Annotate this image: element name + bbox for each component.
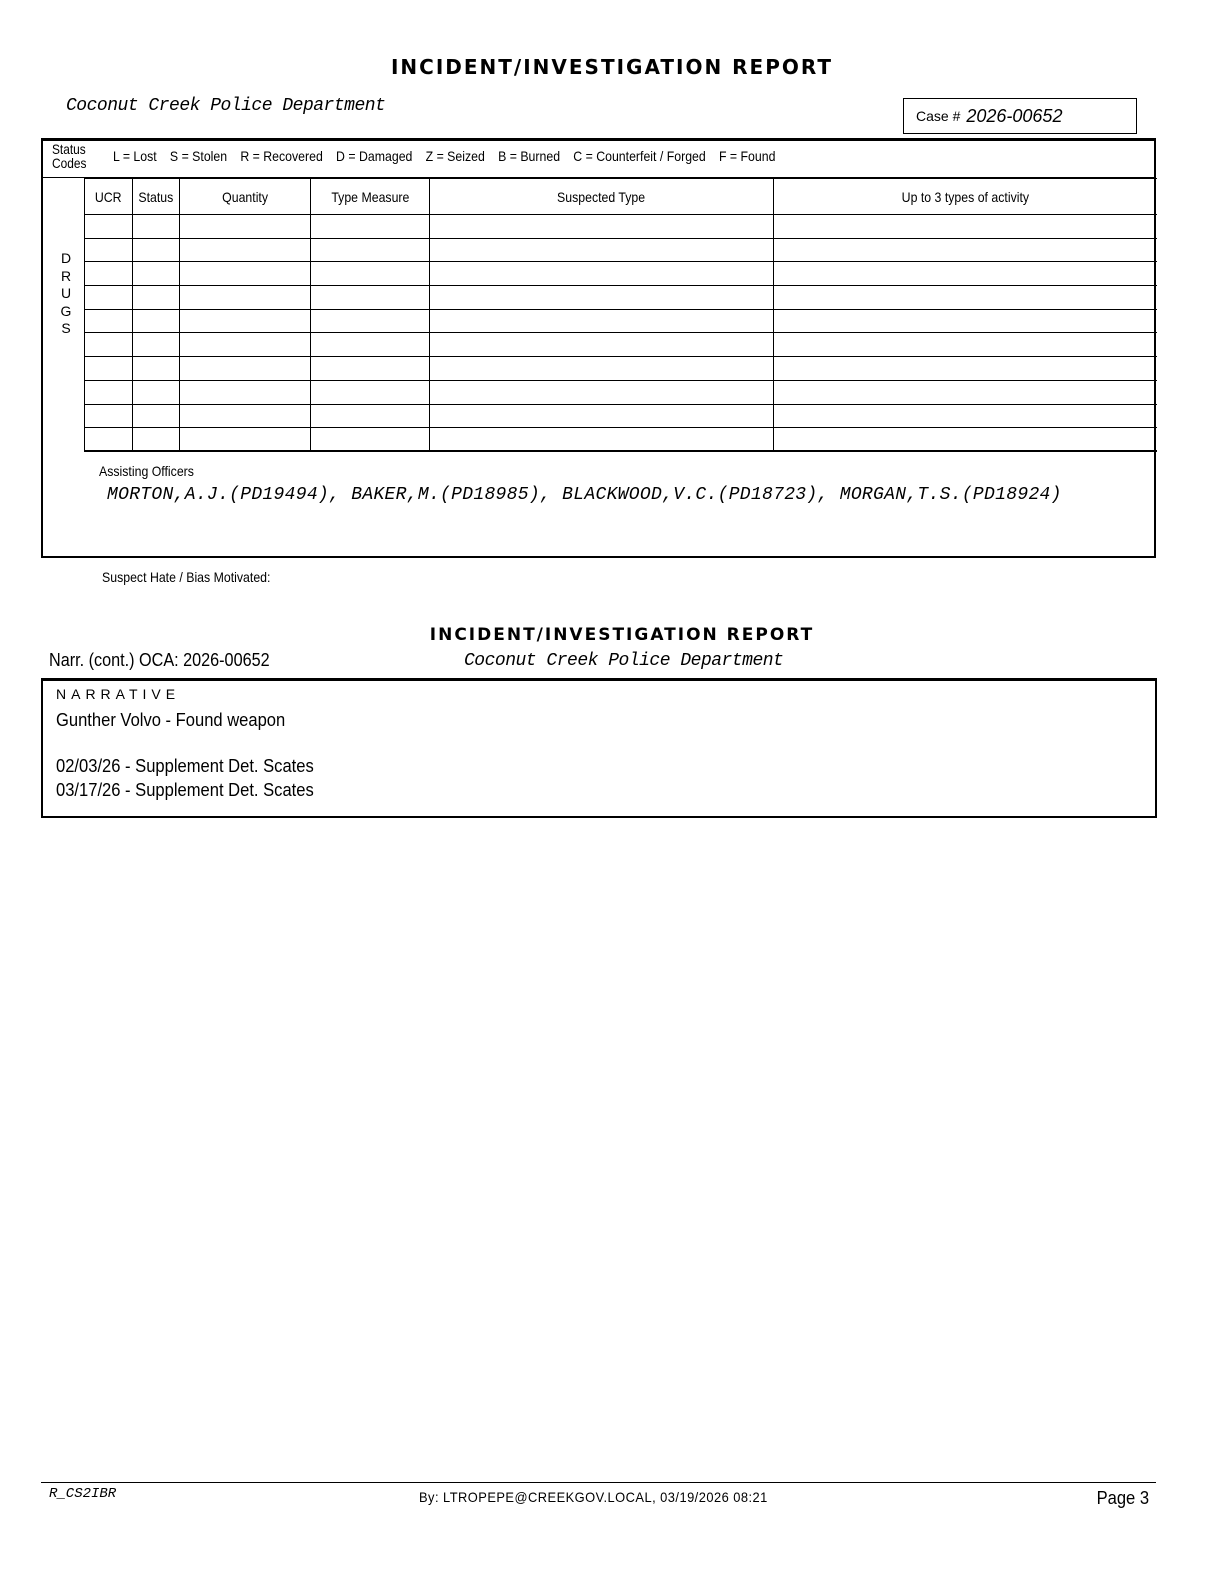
drugs-table-cell	[133, 404, 180, 428]
drugs-letter: U	[60, 285, 72, 301]
drugs-table-cell	[180, 357, 311, 381]
status-code: Z = Seized	[425, 148, 485, 164]
drugs-letter: D	[60, 250, 72, 266]
drugs-table-header	[85, 179, 1157, 215]
col-header-quantity: Quantity	[180, 179, 311, 215]
drugs-table-cell	[430, 238, 774, 262]
drugs-table-cell	[774, 404, 1157, 428]
drugs-table-cell	[774, 428, 1157, 452]
drugs-table-cell	[430, 262, 774, 286]
drugs-table-cell	[311, 215, 430, 239]
case-number: 2026-00652	[966, 105, 1063, 126]
status-code: S = Stolen	[169, 148, 228, 164]
drugs-table-cell	[180, 333, 311, 357]
drugs-table-cell	[133, 309, 180, 333]
drugs-table-row	[85, 215, 1157, 239]
drugs-table-row	[85, 357, 1157, 381]
drugs-table-cell	[180, 380, 311, 404]
case-label: Case #	[916, 108, 961, 124]
narrative-report-title: INCIDENT/INVESTIGATION REPORT	[429, 625, 815, 645]
drugs-table-cell	[180, 262, 311, 286]
drugs-side-label	[58, 250, 74, 338]
drugs-table-cell	[311, 262, 430, 286]
drugs-table-row	[85, 238, 1157, 262]
drugs-table-cell	[430, 404, 774, 428]
drugs-table-cell	[133, 215, 180, 239]
drugs-table-cell	[311, 380, 430, 404]
drugs-table-cell	[133, 286, 180, 310]
status-codes-heading-line2: Codes	[52, 155, 87, 171]
drugs-letter: S	[61, 320, 71, 336]
status-code: F = Found	[718, 148, 776, 164]
col-header-suspected-type: Suspected Type	[430, 179, 774, 215]
drugs-table-cell	[774, 215, 1157, 239]
narrative-line: 02/03/26 - Supplement Det. Scates	[56, 756, 314, 776]
drugs-table-cell	[311, 404, 430, 428]
drugs-table-cell	[774, 333, 1157, 357]
drugs-table	[84, 178, 1157, 452]
drugs-table-cell	[85, 286, 133, 310]
drugs-table-cell	[311, 286, 430, 310]
col-header-type-measure: Type Measure	[311, 179, 430, 215]
drugs-table-cell	[430, 286, 774, 310]
drugs-table-cell	[133, 262, 180, 286]
drugs-table-cell	[774, 380, 1157, 404]
drugs-table-cell	[133, 380, 180, 404]
footer-printed-by: By: LTROPEPE@CREEKGOV.LOCAL, 03/19/2026 08:21	[419, 1489, 768, 1505]
case-number-box	[903, 98, 1137, 134]
drugs-table-row	[85, 404, 1157, 428]
drugs-table-cell	[430, 333, 774, 357]
drugs-table-row	[85, 286, 1157, 310]
drugs-table-cell	[180, 238, 311, 262]
drugs-table-cell	[180, 286, 311, 310]
drugs-table-cell	[133, 428, 180, 452]
drugs-table-cell	[133, 333, 180, 357]
drugs-table-cell	[774, 238, 1157, 262]
drugs-table-cell	[180, 215, 311, 239]
drugs-table-cell	[85, 238, 133, 262]
status-codes-heading-line1: Status	[52, 141, 86, 157]
status-codes-list	[113, 148, 775, 164]
drugs-table-cell	[85, 357, 133, 381]
drugs-table-cell	[311, 333, 430, 357]
drugs-table-cell	[774, 286, 1157, 310]
status-code: L = Lost	[113, 148, 157, 164]
narrative-line: Gunther Volvo - Found weapon	[56, 710, 286, 730]
drugs-table-cell	[85, 333, 133, 357]
drugs-table-cell	[180, 428, 311, 452]
drugs-table-cell	[311, 357, 430, 381]
drugs-table-row	[85, 333, 1157, 357]
drugs-table-cell	[85, 380, 133, 404]
assisting-officers-value: MORTON,A.J.(PD19494), BAKER,M.(PD18985), BLACKWOOD,V.C.(PD18723), MORGAN,T.S.(PD18924)	[107, 485, 1062, 505]
drugs-table-row	[85, 262, 1157, 286]
col-header-status: Status	[133, 179, 180, 215]
drugs-letter: R	[60, 267, 72, 284]
drugs-table-cell	[430, 309, 774, 333]
report-title: INCIDENT/INVESTIGATION REPORT	[390, 55, 834, 79]
drugs-table-cell	[430, 428, 774, 452]
drugs-table-cell	[180, 404, 311, 428]
drugs-table-cell	[311, 309, 430, 333]
footer-rule	[41, 1482, 1156, 1483]
drugs-table-cell	[430, 357, 774, 381]
drugs-table-cell	[311, 428, 430, 452]
narrative-line: 03/17/26 - Supplement Det. Scates	[56, 780, 314, 800]
col-header-activity: Up to 3 types of activity	[774, 179, 1157, 215]
status-codes-heading	[52, 142, 86, 170]
drugs-table-cell	[133, 357, 180, 381]
drugs-table-cell	[85, 309, 133, 333]
drugs-table-cell	[430, 380, 774, 404]
status-code: D = Damaged	[336, 148, 413, 164]
department-name: Coconut Creek Police Department	[66, 96, 386, 116]
narrative-heading: NARRATIVE	[56, 686, 181, 702]
drugs-letter: G	[60, 302, 72, 319]
status-code: C = Counterfeit / Forged	[573, 148, 706, 164]
footer-page-number: Page 3	[1096, 1488, 1149, 1508]
status-code: B = Burned	[498, 148, 561, 164]
drugs-table-cell	[180, 309, 311, 333]
col-header-ucr: UCR	[85, 179, 133, 215]
drugs-table-cell	[85, 215, 133, 239]
drugs-table-cell	[85, 428, 133, 452]
drugs-table-row	[85, 428, 1157, 452]
drugs-table-cell	[311, 238, 430, 262]
drugs-table-cell	[85, 404, 133, 428]
drugs-table-cell	[430, 215, 774, 239]
drugs-table-cell	[774, 357, 1157, 381]
drugs-table-row	[85, 309, 1157, 333]
drugs-table-row	[85, 380, 1157, 404]
drugs-table-cell	[774, 309, 1157, 333]
drugs-table-cell	[85, 262, 133, 286]
narrative-department-name: Coconut Creek Police Department	[464, 651, 784, 671]
drugs-table-cell	[133, 238, 180, 262]
assisting-officers-label: Assisting Officers	[99, 463, 194, 479]
hate-bias-label: Suspect Hate / Bias Motivated:	[102, 569, 271, 585]
drugs-table-body	[85, 215, 1157, 452]
status-codes-row	[41, 138, 1156, 178]
narrative-meta: Narr. (cont.) OCA: 2026-00652	[49, 650, 270, 670]
footer-form-id: R_CS2IBR	[49, 1486, 117, 1502]
drugs-table-cell	[774, 262, 1157, 286]
status-code: R = Recovered	[240, 148, 323, 164]
